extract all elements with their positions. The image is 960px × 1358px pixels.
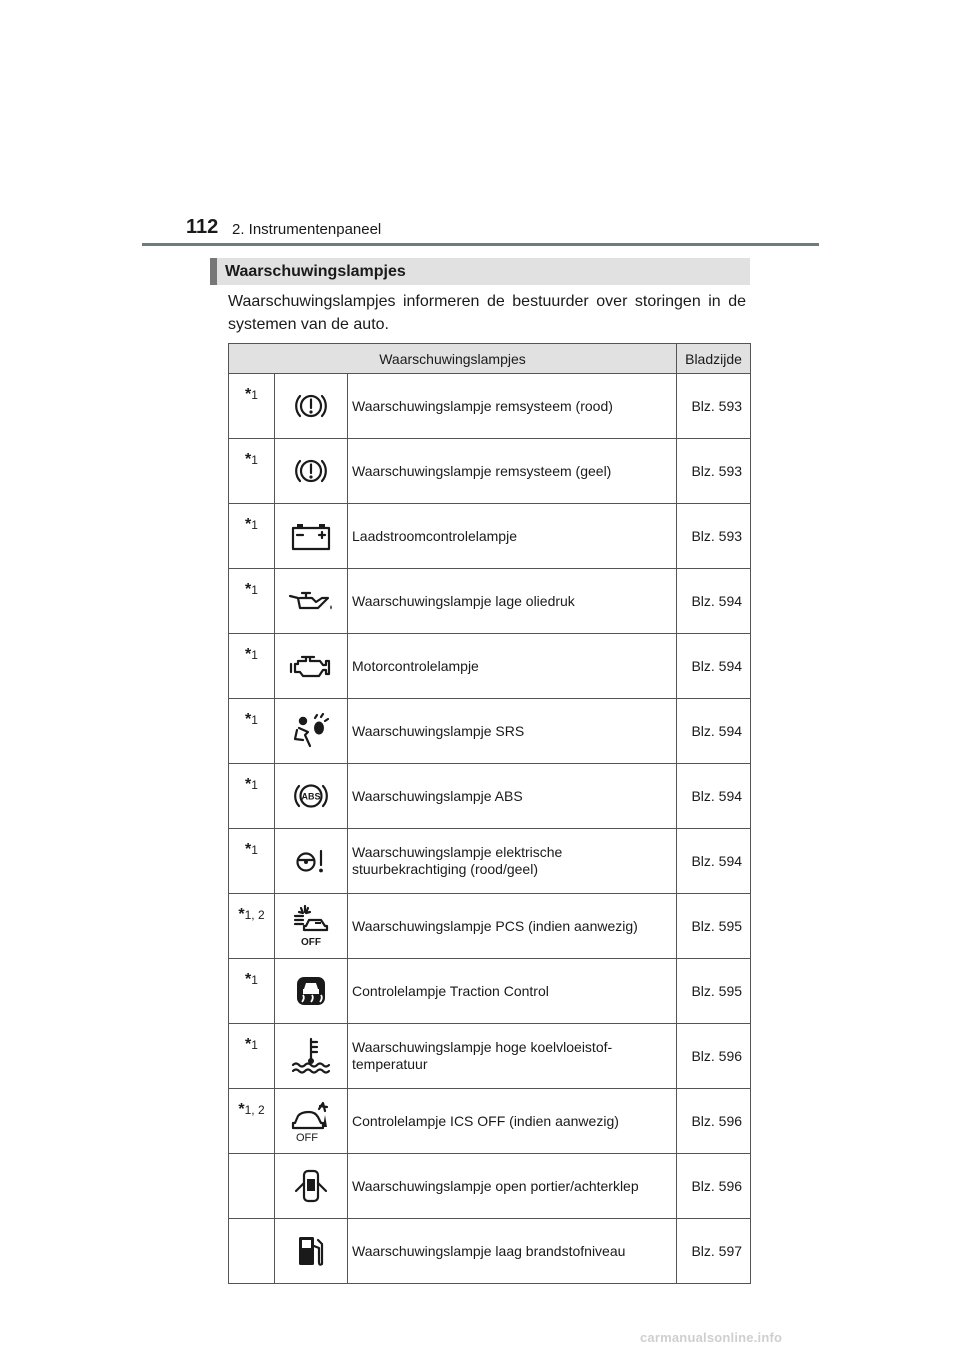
page-ref: Blz. 593 xyxy=(677,439,751,504)
lamp-name-cell xyxy=(348,1024,677,1089)
footnote-ref: 1 xyxy=(251,583,258,597)
footnote-marker: * xyxy=(245,971,252,988)
note-cell xyxy=(229,634,275,699)
page-ref: Blz. 593 xyxy=(677,374,751,439)
pcs-off-icon xyxy=(275,894,348,959)
power-steering-icon xyxy=(275,829,348,894)
footnote-ref: 1 xyxy=(251,778,258,792)
page-ref: Blz. 595 xyxy=(677,959,751,1024)
footnote-marker: * xyxy=(238,1101,245,1118)
note-cell xyxy=(229,1089,275,1154)
table-row xyxy=(229,1024,751,1089)
lamp-name: Waarschuwingslampje open portier/achterklep xyxy=(352,1177,639,1194)
lamp-name: Controlelampje ICS OFF (indien aanwezig) xyxy=(352,1112,619,1129)
table-row xyxy=(229,894,751,959)
lamp-name-cell xyxy=(348,569,677,634)
page-ref: Blz. 594 xyxy=(677,634,751,699)
footnote-marker: * xyxy=(245,776,252,793)
table-row xyxy=(229,569,751,634)
oil-can-icon xyxy=(275,569,348,634)
table-row xyxy=(229,764,751,829)
table-row xyxy=(229,634,751,699)
lamp-name: Waarschuwingslampje remsysteem (rood) xyxy=(352,397,613,414)
brake-warning-icon xyxy=(275,439,348,504)
airbag-icon xyxy=(275,699,348,764)
note-cell xyxy=(229,504,275,569)
lamp-name: Waarschuwingslampje remsysteem (geel) xyxy=(352,462,612,479)
note-cell xyxy=(229,374,275,439)
lamp-name-line: Waarschuwingslampje elektrische xyxy=(352,844,563,860)
lamp-name-cell xyxy=(348,1089,677,1154)
note-cell xyxy=(229,569,275,634)
table-row xyxy=(229,829,751,894)
table-row xyxy=(229,439,751,504)
table-row xyxy=(229,1154,751,1219)
warning-lamps-table xyxy=(228,343,751,1284)
table-row xyxy=(229,1089,751,1154)
footnote-marker: * xyxy=(245,451,252,468)
col-header-page: Bladzijde xyxy=(677,344,751,374)
footnote-ref: 1 xyxy=(251,713,258,727)
lamp-name: Motorcontrolelampje xyxy=(352,657,479,674)
table-row xyxy=(229,959,751,1024)
footnote-ref: 1, 2 xyxy=(244,1103,265,1117)
footnote-marker: * xyxy=(245,841,252,858)
open-door-icon xyxy=(275,1154,348,1219)
section-heading: Waarschuwingslampjes xyxy=(210,258,750,285)
footnote-marker: * xyxy=(245,516,252,533)
table-row xyxy=(229,504,751,569)
ics-off-icon-text: OFF xyxy=(296,1132,318,1143)
lamp-name: Waarschuwingslampje laag brandstofniveau xyxy=(352,1242,626,1259)
page-ref: Blz. 594 xyxy=(677,699,751,764)
brake-warning-icon xyxy=(275,374,348,439)
page-ref: Blz. 596 xyxy=(677,1154,751,1219)
lamp-name-cell xyxy=(348,959,677,1024)
page-number: 112 xyxy=(186,216,219,238)
lamp-name: Waarschuwingslampje ABS xyxy=(352,787,523,804)
footnote-ref: 1 xyxy=(251,1038,258,1052)
lamp-name: Waarschuwingslampje lage oliedruk xyxy=(352,592,575,609)
footnote-ref: 1, 2 xyxy=(244,908,265,922)
lamp-name-cell xyxy=(348,894,677,959)
page-ref: Blz. 597 xyxy=(677,1219,751,1284)
pcs-off-icon-text: OFF xyxy=(301,937,321,948)
footnote-ref: 1 xyxy=(251,518,258,532)
footnote-marker: * xyxy=(238,906,245,923)
footnote-ref: 1 xyxy=(251,843,258,857)
footnote-marker: * xyxy=(245,711,252,728)
intro-paragraph: Waarschuwingslampjes informeren de bestuurder over storingen in de systemen van de auto. xyxy=(228,293,746,333)
footnote-marker: * xyxy=(245,386,252,403)
lamp-name-cell xyxy=(348,829,677,894)
footnote-ref: 1 xyxy=(251,973,258,987)
note-cell xyxy=(229,764,275,829)
note-cell xyxy=(229,959,275,1024)
page-ref: Blz. 596 xyxy=(677,1089,751,1154)
footnote-marker: * xyxy=(245,1036,252,1053)
table-row xyxy=(229,699,751,764)
lamp-name-cell xyxy=(348,1219,677,1284)
table-header-row xyxy=(229,344,751,374)
coolant-temperature-icon xyxy=(275,1024,348,1089)
footnote-marker: * xyxy=(245,646,252,663)
lamp-name-line: Waarschuwingslampje hoge koelvloeistof- xyxy=(352,1039,613,1055)
lamp-name-cell xyxy=(348,374,677,439)
lamp-name-cell xyxy=(348,1154,677,1219)
lamp-name: Waarschuwingslampje SRS xyxy=(352,722,525,739)
ics-off-icon xyxy=(275,1089,348,1154)
table-row xyxy=(229,1219,751,1284)
footnote-marker: * xyxy=(245,581,252,598)
engine-icon xyxy=(275,634,348,699)
lamp-name-cell xyxy=(348,764,677,829)
page-ref: Blz. 594 xyxy=(677,569,751,634)
lamp-name: Controlelampje Traction Control xyxy=(352,982,549,999)
lamp-name-line: stuurbekrachtiging (rood/geel) xyxy=(352,861,538,877)
col-header-lamps: Waarschuwingslampjes xyxy=(229,344,677,374)
note-cell xyxy=(229,439,275,504)
lamp-name-cell xyxy=(348,699,677,764)
traction-control-icon xyxy=(275,959,348,1024)
header-divider xyxy=(142,243,819,246)
note-cell xyxy=(229,1154,275,1219)
page-ref: Blz. 594 xyxy=(677,764,751,829)
battery-icon xyxy=(275,504,348,569)
lamp-name: Waarschuwingslampje PCS (indien aanwezig) xyxy=(352,917,638,934)
watermark: carmanualsonline.info xyxy=(640,1330,783,1345)
lamp-name-cell xyxy=(348,634,677,699)
note-cell xyxy=(229,1024,275,1089)
lamp-name-cell xyxy=(348,439,677,504)
chapter-title: 2. Instrumentenpaneel xyxy=(232,221,382,238)
note-cell xyxy=(229,699,275,764)
footnote-ref: 1 xyxy=(251,388,258,402)
footnote-ref: 1 xyxy=(251,648,258,662)
lamp-name-cell xyxy=(348,504,677,569)
note-cell xyxy=(229,829,275,894)
page-ref: Blz. 594 xyxy=(677,829,751,894)
lamp-name: Laadstroomcontrolelampje xyxy=(352,527,517,544)
note-cell xyxy=(229,894,275,959)
abs-icon-text: ABS xyxy=(301,791,321,802)
footnote-ref: 1 xyxy=(251,453,258,467)
page-ref: Blz. 595 xyxy=(677,894,751,959)
lamp-name-line: temperatuur xyxy=(352,1056,428,1072)
abs-icon xyxy=(275,764,348,829)
table-row xyxy=(229,374,751,439)
page-ref: Blz. 593 xyxy=(677,504,751,569)
note-cell xyxy=(229,1219,275,1284)
fuel-icon xyxy=(275,1219,348,1284)
page-ref: Blz. 596 xyxy=(677,1024,751,1089)
